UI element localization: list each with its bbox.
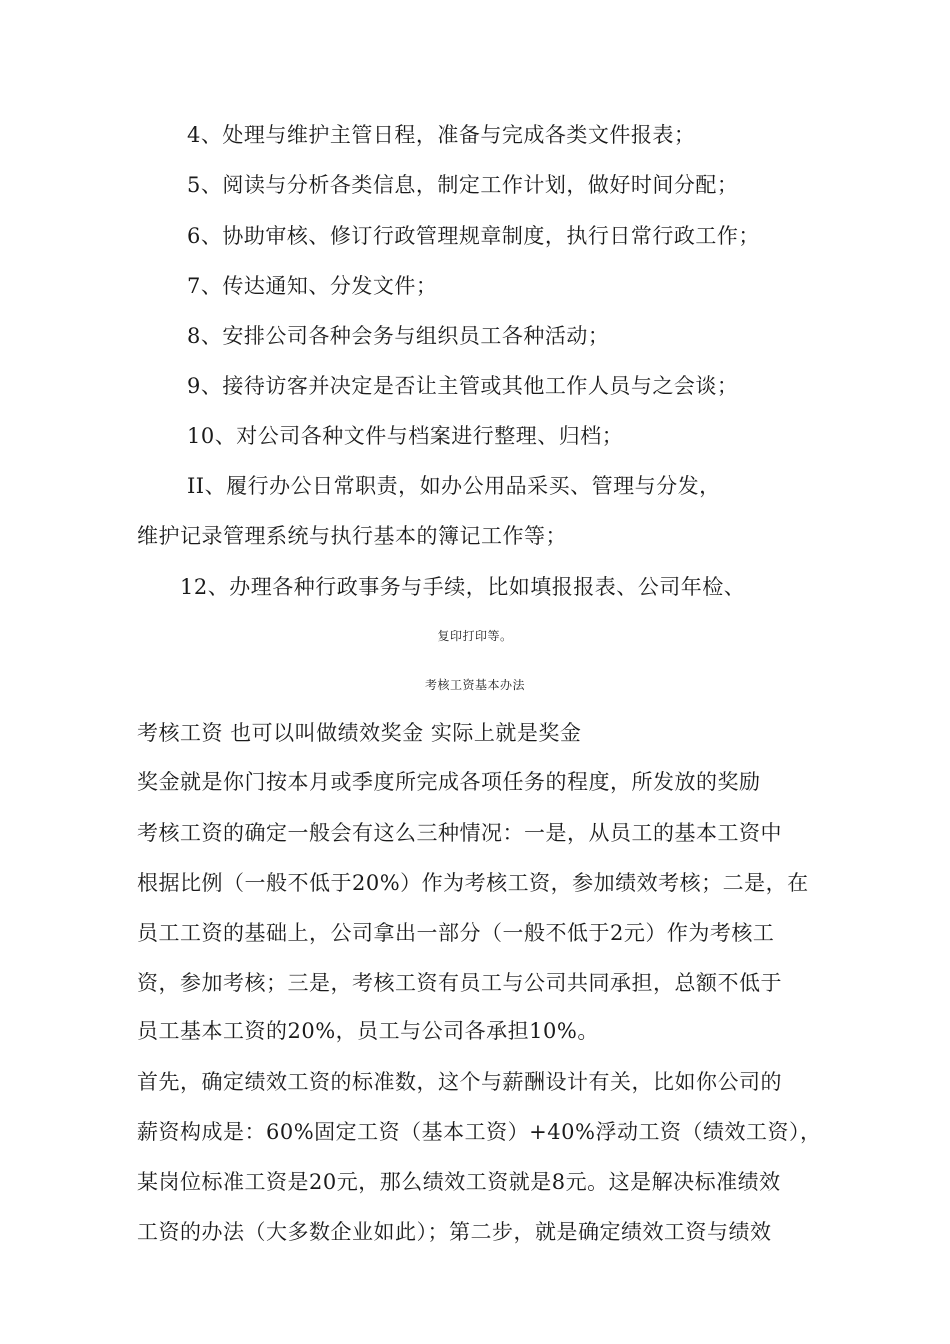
duty-item-4: 4、处理与维护主管日程，准备与完成各类文件报表； — [187, 123, 696, 147]
duty-item-10: 10、对公司各种文件与档案进行整理、归档； — [187, 424, 624, 448]
body-paragraph-line: 考核工资 也可以叫做绩效奖金 实际上就是奖金 — [137, 721, 582, 745]
duty-item-11: II、履行办公日常职责，如办公用品采买、管理与分发， — [187, 474, 721, 498]
body-paragraph-line: 薪资构成是：60%固定工资（基本工资）+40%浮动工资（绩效工资）， — [137, 1120, 822, 1144]
section-title: 考核工资基本办法 — [424, 678, 525, 692]
duty-item-5: 5、阅读与分析各类信息，制定工作计划，做好时间分配； — [187, 173, 739, 197]
duty-item-6: 6、协助审核、修订行政管理规章制度，执行日常行政工作； — [187, 224, 760, 248]
body-paragraph-line: 资，参加考核；三是，考核工资有员工与公司共同承担，总额不低于 — [137, 971, 782, 995]
body-paragraph-line: 工资的办法（大多数企业如此）；第二步，就是确定绩效工资与绩效 — [137, 1220, 772, 1244]
body-paragraph-line: 考核工资的确定一般会有这么三种情况：一是，从员工的基本工资中 — [137, 821, 782, 845]
duty-item-9: 9、接待访客并决定是否让主管或其他工作人员与之会谈； — [187, 374, 739, 398]
duty-item-8: 8、安排公司各种会务与组织员工各种活动； — [187, 324, 610, 348]
body-paragraph-line: 员工工资的基础上，公司拿出一部分（一般不低于2元）作为考核工 — [137, 921, 775, 945]
body-paragraph-line: 某岗位标准工资是20元，那么绩效工资就是8元。这是解决标准绩效 — [137, 1170, 781, 1194]
body-paragraph-line: 员工基本工资的20%，员工与公司各承担10%。 — [137, 1019, 599, 1043]
body-paragraph-line: 奖金就是你门按本月或季度所完成各项任务的程度，所发放的奖励 — [137, 770, 761, 794]
duty-item-11-continued: 维护记录管理系统与执行基本的簿记工作等； — [137, 524, 567, 548]
duty-item-12-continued: 复印打印等。 — [437, 629, 513, 643]
duty-item-7: 7、传达通知、分发文件； — [187, 274, 438, 298]
body-paragraph-line: 首先，确定绩效工资的标准数，这个与薪酬设计有关，比如你公司的 — [137, 1070, 782, 1094]
duty-item-12: 12、办理各种行政事务与手续，比如填报报表、公司年检、 — [180, 575, 746, 599]
body-paragraph-line: 根据比例（一般不低于20%）作为考核工资，参加绩效考核；二是，在 — [137, 871, 809, 895]
